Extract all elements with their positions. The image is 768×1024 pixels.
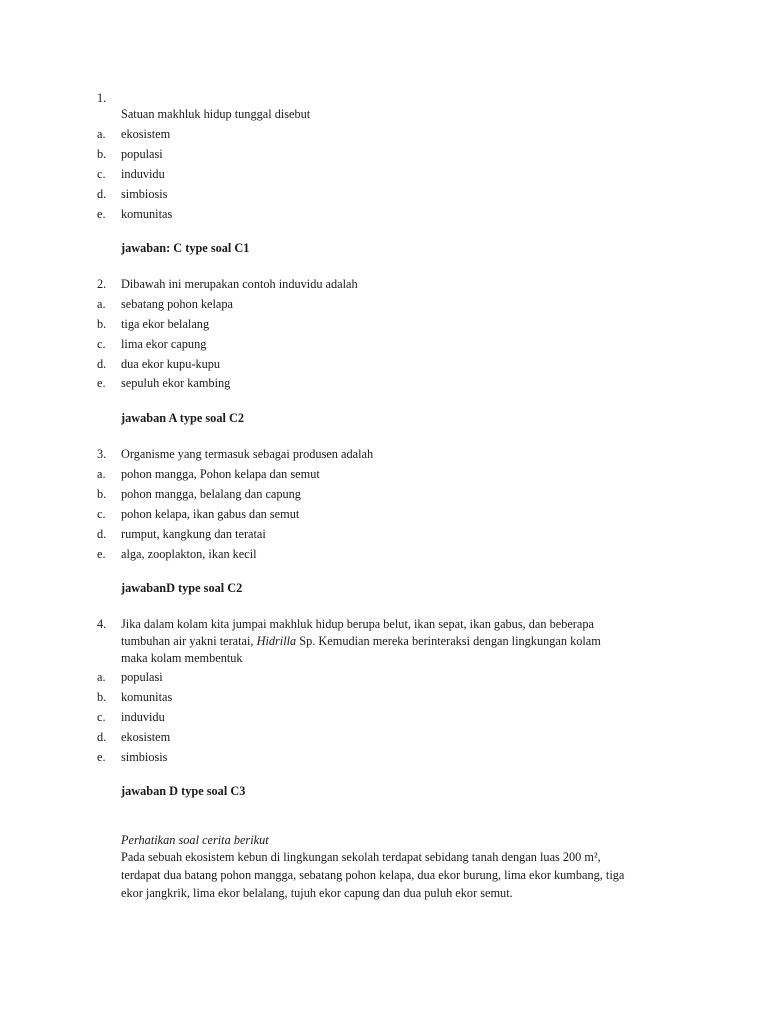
answer-text: jawaban D type soal C3 xyxy=(121,784,246,798)
stem-text: tumbuhan air yakni teratai, xyxy=(121,634,257,648)
question-number: 4. xyxy=(97,617,107,631)
option-text: ekosistem xyxy=(121,127,171,141)
option-letter: b. xyxy=(97,690,107,704)
option-text: ekosistem xyxy=(121,730,171,744)
option-letter: c. xyxy=(97,710,106,724)
option-letter: e. xyxy=(97,207,106,221)
question-number: 1. xyxy=(97,91,107,105)
question-stem: maka kolam membentuk xyxy=(121,651,243,665)
option-letter: e. xyxy=(97,750,106,764)
option-text: populasi xyxy=(121,147,163,161)
question-stem: Organisme yang termasuk sebagai produsen adalah xyxy=(121,447,374,461)
option-text: tiga ekor belalang xyxy=(121,317,210,331)
question-number: 3. xyxy=(97,447,107,461)
option-letter: d. xyxy=(97,527,107,541)
story-text: terdapat dua batang pohon mangga, sebatang pohon kelapa, dua ekor burung, lima ekor kumbang, tiga xyxy=(121,868,625,882)
question-stem: Dibawah ini merupakan contoh induvidu adalah xyxy=(121,277,358,291)
option-letter: b. xyxy=(97,487,107,501)
option-text: pohon kelapa, ikan gabus dan semut xyxy=(121,507,300,521)
option-text: komunitas xyxy=(121,690,173,704)
question-stem: Jika dalam kolam kita jumpai makhluk hidup berupa belut, ikan sepat, ikan gabus, dan beberapa xyxy=(121,617,594,631)
answer-text: jawabanD type soal C2 xyxy=(121,581,243,595)
option-letter: c. xyxy=(97,167,106,181)
option-text: induvidu xyxy=(121,167,165,181)
option-letter: d. xyxy=(97,357,107,371)
question-stem: Satuan makhluk hidup tunggal disebut xyxy=(121,107,311,121)
option-text: komunitas xyxy=(121,207,173,221)
option-text: sepuluh ekor kambing xyxy=(121,376,231,390)
option-letter: c. xyxy=(97,507,106,521)
option-text: lima ekor capung xyxy=(121,337,207,351)
option-letter: c. xyxy=(97,337,106,351)
stem-text: Sp. Kemudian mereka berinteraksi dengan lingkungan kolam xyxy=(296,634,601,648)
option-letter: b. xyxy=(97,147,107,161)
question-number: 2. xyxy=(97,277,107,291)
option-text: simbiosis xyxy=(121,750,168,764)
option-text: simbiosis xyxy=(121,187,168,201)
answer-text: jawaban A type soal C2 xyxy=(121,411,244,425)
option-text: rumput, kangkung dan teratai xyxy=(121,527,266,541)
species-name: Hidrilla xyxy=(256,634,297,648)
option-text: populasi xyxy=(121,670,163,684)
story-text: Pada sebuah ekosistem kebun di lingkungan sekolah terdapat sebidang tanah dengan luas 200 m², xyxy=(121,850,601,864)
option-letter: a. xyxy=(97,467,106,481)
option-text: induvidu xyxy=(121,710,165,724)
answer-text: jawaban: C type soal C1 xyxy=(121,241,250,255)
story-heading: Perhatikan soal cerita berikut xyxy=(121,833,269,847)
option-letter: d. xyxy=(97,730,107,744)
option-letter: a. xyxy=(97,127,106,141)
story-text: ekor jangkrik, lima ekor belalang, tujuh ekor capung dan dua puluh ekor semut. xyxy=(121,886,513,900)
question-stem xyxy=(121,633,601,650)
option-letter: d. xyxy=(97,187,107,201)
option-text: pohon mangga, Pohon kelapa dan semut xyxy=(121,467,320,481)
option-letter: a. xyxy=(97,297,106,311)
option-letter: a. xyxy=(97,670,106,684)
option-text: dua ekor kupu-kupu xyxy=(121,357,221,371)
option-text: sebatang pohon kelapa xyxy=(121,297,233,311)
option-text: pohon mangga, belalang dan capung xyxy=(121,487,301,501)
option-letter: e. xyxy=(97,547,106,561)
option-letter: e. xyxy=(97,376,106,390)
option-text: alga, zooplakton, ikan kecil xyxy=(121,547,257,561)
option-letter: b. xyxy=(97,317,107,331)
